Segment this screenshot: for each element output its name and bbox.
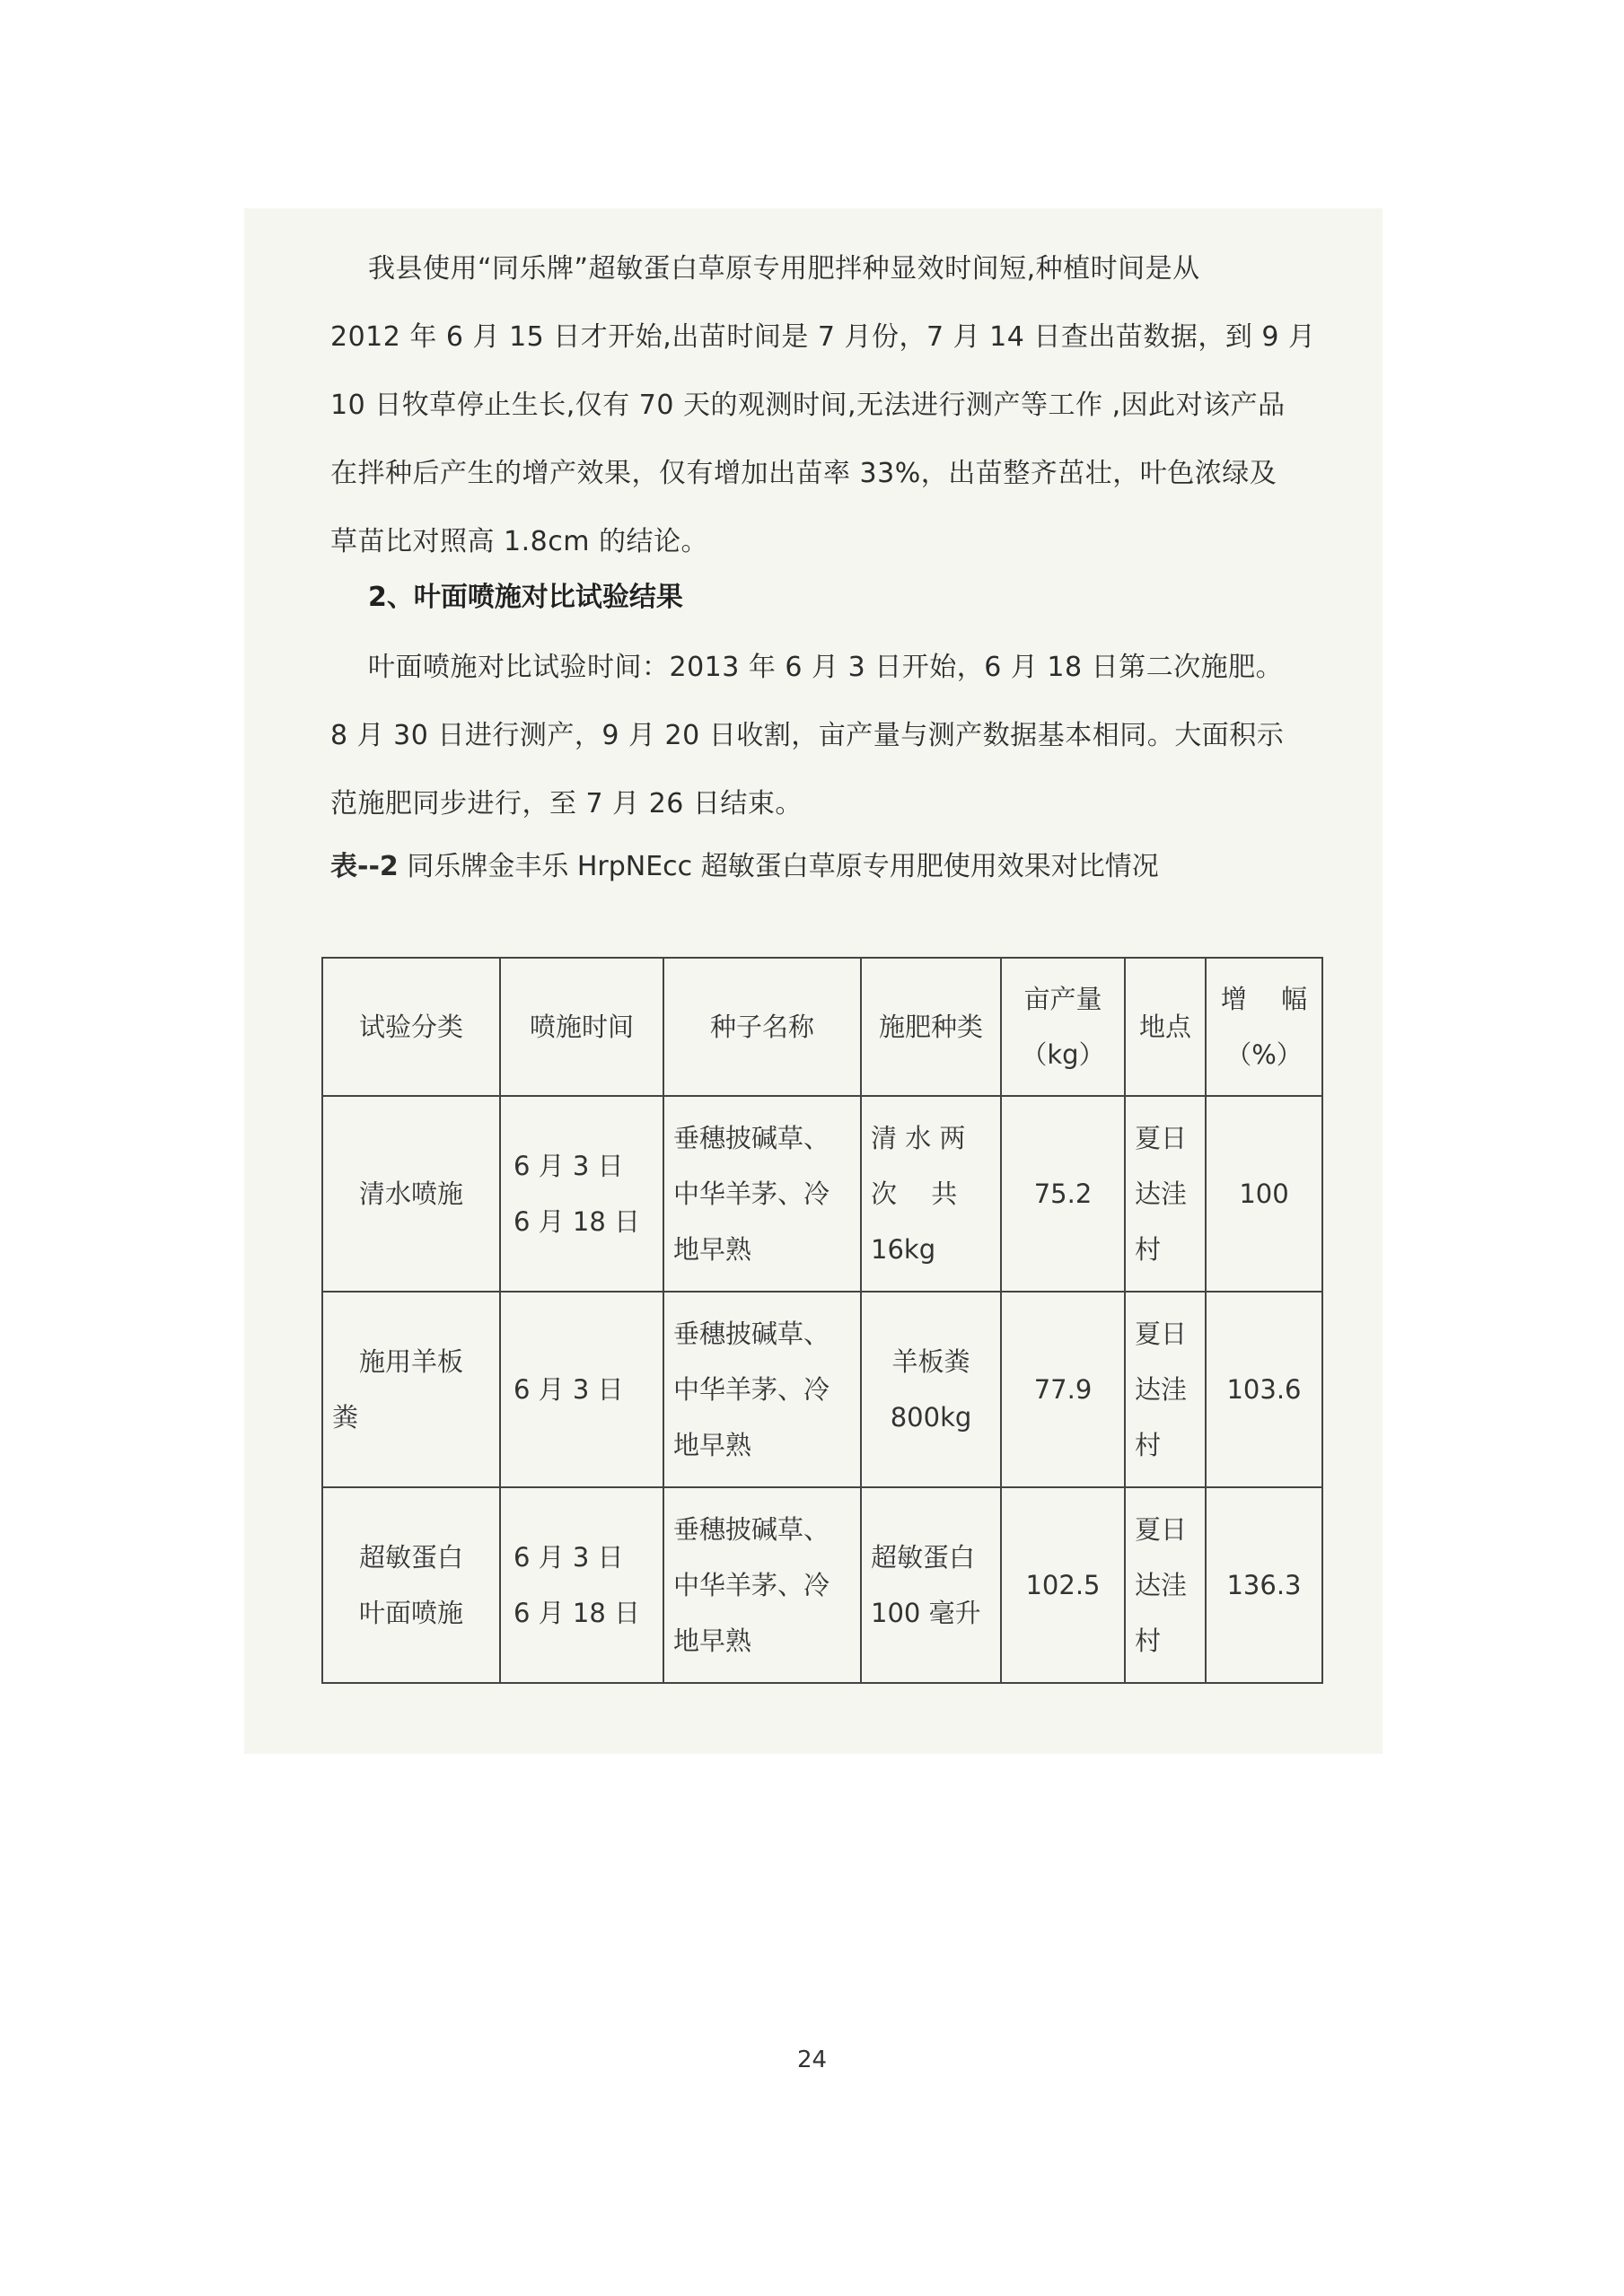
paragraph-1 — [330, 235, 1316, 576]
cell-increase: 103.6 — [1206, 1292, 1322, 1487]
paragraph-1-line: 2012 年 6 月 15 日才开始,出苗时间是 7 月份，7 月 14 日查出苗数据，到 9 月 — [330, 321, 1316, 353]
cell-line: 次 共 — [871, 1179, 958, 1209]
header-increase-line: （%） — [1225, 1039, 1303, 1070]
cell-line: 6 月 18 日 — [514, 1206, 641, 1237]
cell-line: 6 月 3 日 — [514, 1374, 624, 1405]
cell-category — [322, 1096, 500, 1292]
cell-line: 清水喷施 — [358, 1179, 463, 1209]
cell-yield: 102.5 — [1001, 1487, 1125, 1683]
cell-line: 中华羊茅、冷 — [673, 1374, 830, 1405]
header-spray-time: 喷施时间 — [500, 958, 663, 1096]
cell-line: 达洼 — [1135, 1570, 1188, 1600]
cell-line: 夏日 — [1135, 1123, 1188, 1153]
cell-line: 村 — [1135, 1234, 1162, 1265]
table-caption — [330, 844, 1159, 883]
cell-yield: 75.2 — [1001, 1096, 1125, 1292]
cell-line: 6 月 18 日 — [514, 1598, 641, 1628]
cell-line: 中华羊茅、冷 — [673, 1179, 830, 1209]
cell-line: 地早熟 — [673, 1430, 752, 1460]
cell-fertilizer — [861, 1292, 1001, 1487]
cell-line: 垂穗披碱草、 — [673, 1319, 830, 1349]
cell-seed-name — [663, 1487, 861, 1683]
cell-line: 羊板粪 — [891, 1346, 970, 1377]
table-row — [322, 1292, 1322, 1487]
cell-category — [322, 1292, 500, 1487]
page-number: 24 — [796, 2046, 828, 2073]
table-caption-text: 同乐牌金丰乐 HrpNEcc 超敏蛋白草原专用肥使用效果对比情况 — [398, 851, 1159, 882]
table-caption-label: 表--2 — [330, 851, 399, 882]
header-category: 试验分类 — [322, 958, 500, 1096]
cell-line: 村 — [1135, 1430, 1162, 1460]
header-increase-line: 增 幅 — [1220, 984, 1308, 1014]
cell-line: 叶面喷施 — [358, 1598, 463, 1628]
header-yield — [1001, 958, 1125, 1096]
cell-line: 地早熟 — [673, 1626, 752, 1656]
cell-line: 地早熟 — [673, 1234, 752, 1265]
cell-line: 达洼 — [1135, 1374, 1188, 1405]
cell-fertilizer — [861, 1487, 1001, 1683]
cell-line: 16kg — [871, 1234, 936, 1265]
cell-spray-time — [500, 1292, 663, 1487]
cell-line: 清 水 两 — [871, 1123, 966, 1153]
cell-line: 6 月 3 日 — [514, 1542, 624, 1573]
paragraph-1-line: 在拌种后产生的增产效果，仅有增加出苗率 33%，出苗整齐茁壮，叶色浓绿及 — [330, 458, 1277, 489]
cell-line: 夏日 — [1135, 1514, 1188, 1545]
cell-line: 垂穗披碱草、 — [673, 1514, 830, 1545]
paragraph-2-line: 范施肥同步进行，至 7 月 26 日结束。 — [330, 788, 803, 819]
paragraph-1-line: 我县使用“同乐牌”超敏蛋白草原专用肥拌种显效时间短,种植时间是从 — [368, 253, 1200, 285]
cell-spray-time — [500, 1487, 663, 1683]
header-yield-line: 亩产量 — [1023, 984, 1102, 1014]
cell-location — [1125, 1096, 1206, 1292]
paragraph-2 — [330, 634, 1285, 838]
table-header-row — [322, 958, 1322, 1096]
paragraph-2-line: 8 月 30 日进行测产，9 月 20 日收割，亩产量与测产数据基本相同。大面积示 — [330, 720, 1285, 751]
cell-line: 施用羊板 — [358, 1346, 463, 1377]
cell-line: 夏日 — [1135, 1319, 1188, 1349]
cell-category — [322, 1487, 500, 1683]
cell-increase: 100 — [1206, 1096, 1322, 1292]
paragraph-2-line: 叶面喷施对比试验时间：2013 年 6 月 3 日开始，6 月 18 日第二次施肥。 — [368, 652, 1284, 683]
paragraph-1-line: 草苗比对照高 1.8cm 的结论。 — [330, 526, 708, 557]
table-row — [322, 1487, 1322, 1683]
cell-line: 垂穗披碱草、 — [673, 1123, 830, 1153]
cell-line: 100 毫升 — [871, 1598, 981, 1628]
cell-yield: 77.9 — [1001, 1292, 1125, 1487]
table-row — [322, 1096, 1322, 1292]
cell-line: 6 月 3 日 — [514, 1151, 624, 1181]
cell-location — [1125, 1292, 1206, 1487]
header-seed-name: 种子名称 — [663, 958, 861, 1096]
header-yield-line: （kg） — [1021, 1039, 1105, 1070]
cell-line: 中华羊茅、冷 — [673, 1570, 830, 1600]
cell-line: 800kg — [890, 1402, 972, 1433]
paragraph-1-line: 10 日牧草停止生长,仅有 70 天的观测时间,无法进行测产等工作 ,因此对该产品 — [330, 390, 1286, 421]
header-fertilizer: 施肥种类 — [861, 958, 1001, 1096]
cell-line: 超敏蛋白 — [358, 1542, 463, 1573]
cell-line: 超敏蛋白 — [871, 1542, 976, 1573]
comparison-table — [321, 957, 1323, 1684]
cell-spray-time — [500, 1096, 663, 1292]
header-location: 地点 — [1125, 958, 1206, 1096]
cell-line: 粪 — [332, 1402, 359, 1433]
cell-line: 达洼 — [1135, 1179, 1188, 1209]
cell-seed-name — [663, 1096, 861, 1292]
cell-line: 村 — [1135, 1626, 1162, 1656]
cell-location — [1125, 1487, 1206, 1683]
header-increase — [1206, 958, 1322, 1096]
cell-seed-name — [663, 1292, 861, 1487]
cell-increase: 136.3 — [1206, 1487, 1322, 1683]
cell-fertilizer — [861, 1096, 1001, 1292]
section-heading: 2、叶面喷施对比试验结果 — [368, 582, 683, 613]
